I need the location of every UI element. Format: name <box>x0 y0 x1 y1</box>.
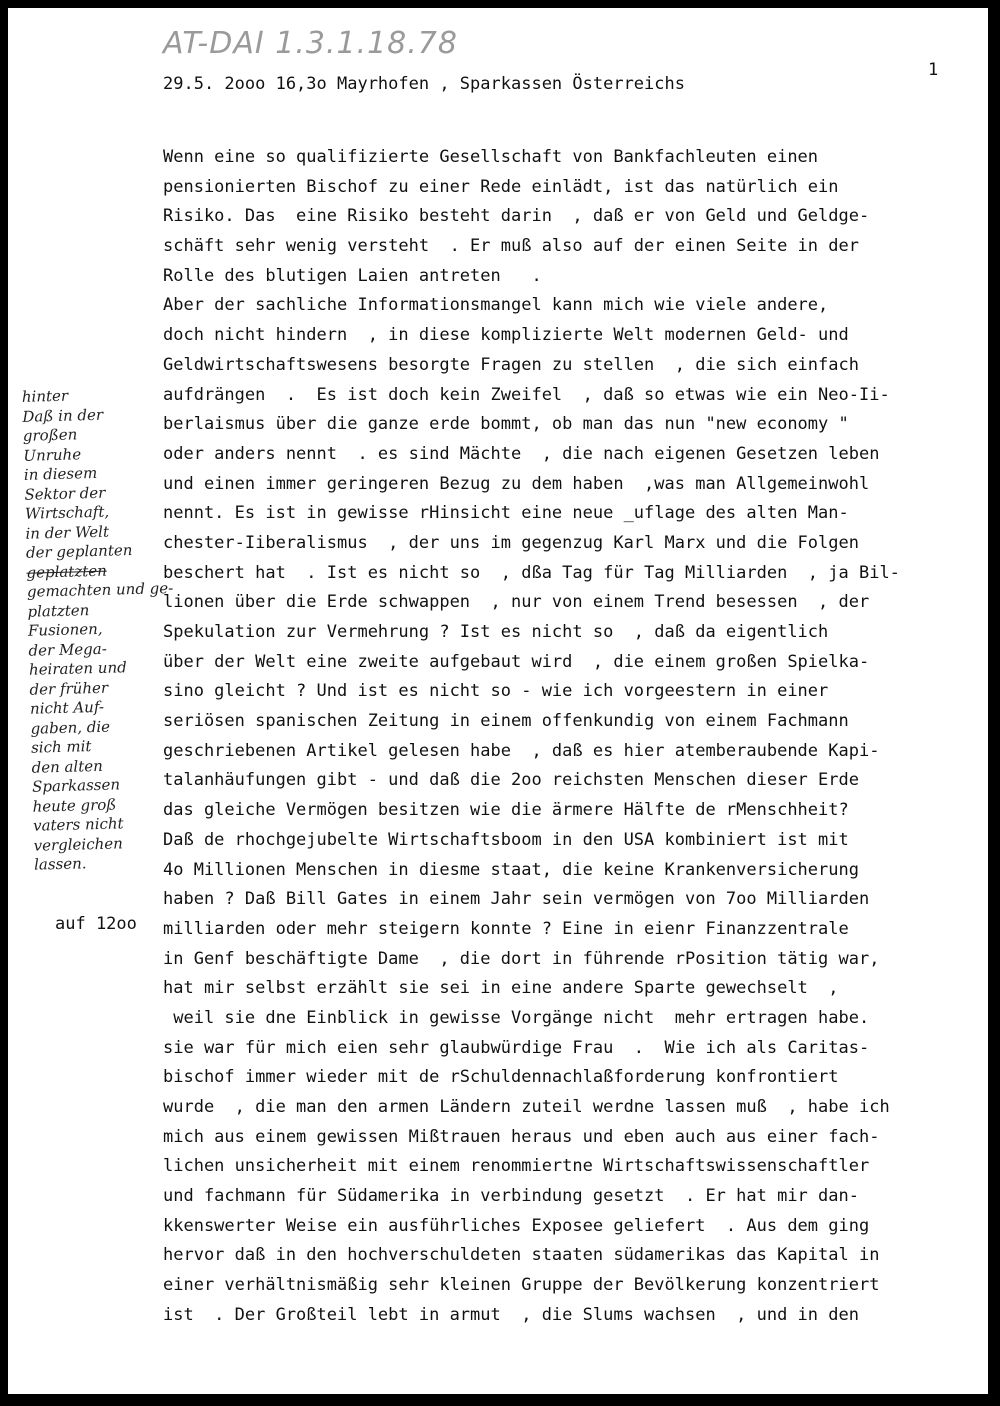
body-line: schäft sehr wenig versteht . Er muß also auf der einen Seite in der <box>163 236 859 257</box>
margin-note-line: Fusionen, <box>27 619 103 640</box>
body-line: Spekulation zur Vermehrung ? Ist es nicht so , daß da eigentlich <box>163 622 829 642</box>
body-line: und fachmann für Südamerika in verbindung gesetzt . Er hat mir dan- <box>163 1186 859 1207</box>
margin-note-line: Sektor der <box>24 483 106 504</box>
margin-note-line: der geplanten <box>25 541 133 562</box>
margin-note-line: platzten <box>27 600 90 621</box>
body-line: hat mir selbst erzählt sie sei in eine andere Sparte gewechselt , <box>163 978 839 999</box>
document-page <box>8 8 988 1394</box>
body-line: ist . Der Großteil lebt in armut , die Slums wachsen , und in den <box>163 1304 859 1325</box>
archive-stamp: AT-DAI 1.3.1.18.78 <box>163 26 458 61</box>
handwritten-margin-note <box>21 384 174 875</box>
body-line: Daß de rhochgejubelte Wirtschaftsboom in den USA kombiniert ist mit <box>163 829 849 850</box>
margin-note-line: Sparkassen <box>31 775 121 796</box>
margin-note-line: Wirtschaft, <box>24 502 110 523</box>
body-line: milliarden oder mehr steigern konnte ? Eine in eienr Finanzzentrale <box>163 918 849 939</box>
margin-note-line: geplatzten <box>26 561 108 582</box>
body-line: chester-Iiberalismus , der uns im gegenzug Karl Marx und die Folgen <box>163 532 859 553</box>
body-line: Aber der sachliche Informationsmangel kann mich wie viele andere, <box>163 295 829 316</box>
margin-note-line: der früher <box>29 678 109 699</box>
body-line: pensionierten Bischof zu einer Rede einlädt, ist das natürlich ein <box>163 176 839 197</box>
margin-note-line: gemachten und ge- <box>26 578 174 601</box>
body-line: kkenswerter Weise ein ausführliches Exposee geliefert . Aus dem ging <box>163 1215 870 1236</box>
margin-note-line: Unruhe <box>23 444 82 465</box>
body-line: doch nicht hindern , in diese komplizierte Welt modernen Geld- und <box>163 325 849 346</box>
margin-note-line: heiraten und <box>28 658 127 679</box>
margin-note-line: sich mit <box>30 737 92 757</box>
body-text <box>163 143 988 1331</box>
page-number: 1 <box>928 60 939 80</box>
margin-note-line: in diesem <box>23 463 98 484</box>
body-line: geschriebenen Artikel gelesen habe , daß es hier atemberaubende Kapi- <box>163 740 880 761</box>
body-line: das gleiche Vermögen besitzen wie die ärmere Hälfte de rMenschheit? <box>163 800 849 821</box>
body-line: Risiko. Das eine Risiko besteht darin , daß er von Geld und Geldge- <box>163 206 870 227</box>
body-line: mich aus einem gewissen Mißtrauen heraus und eben auch aus einer fach- <box>163 1126 880 1147</box>
body-line: hervor daß in den hochverschuldeten staaten südamerikas das Kapital in <box>163 1245 880 1266</box>
margin-note-line: der Mega- <box>28 639 108 660</box>
margin-note-line: vergleichen <box>33 833 124 855</box>
body-line: über der Welt eine zweite aufgebaut wird , die einem großen Spielka- <box>163 651 870 672</box>
margin-note-line: lassen. <box>33 854 87 874</box>
body-line: wurde , die man den armen Ländern zuteil werdne lassen muß , habe ich <box>163 1097 890 1117</box>
body-line: Geldwirtschaftswesens besorgte Fragen zu stellen , die sich einfach <box>163 354 859 375</box>
margin-note-line: gaben, die <box>30 717 111 738</box>
body-line: bischof immer wieder mit de rSchuldennachlaßforderung konfrontiert <box>163 1067 839 1088</box>
body-line: nennt. Es ist in gewisse rHinsicht eine neue _uflage des alten Man- <box>163 503 849 524</box>
body-line: lionen über die Erde schwappen , nur von einem Trend besessen , der <box>163 592 870 613</box>
body-line: Rolle des blutigen Laien antreten . <box>163 265 542 286</box>
body-line: beschert hat . Ist es nicht so , dßa Tag für Tag Milliarden , ja Bil- <box>163 562 900 583</box>
body-line: talanhäufungen gibt - und daß die 2oo reichsten Menschen dieser Erde <box>163 770 859 791</box>
margin-note-line: großen <box>22 425 78 445</box>
body-line: haben ? Daß Bill Gates in einem Jahr sein vermögen von 7oo Milliarden <box>163 889 870 910</box>
body-line: 4o Millionen Menschen in diesme staat, die keine Krankenversicherung <box>163 859 859 880</box>
margin-insert: auf 12oo <box>55 914 137 934</box>
body-line: weil sie dne Einblick in gewisse Vorgänge nicht mehr ertragen habe. <box>163 1007 870 1028</box>
body-line: berlaismus über die ganze erde bommt, ob man das nun "new economy " <box>163 414 849 435</box>
body-line: sie war für mich eien sehr glaubwürdige Frau . Wie ich als Caritas- <box>163 1037 870 1058</box>
body-line: Wenn eine so qualifizierte Gesellschaft von Bankfachleuten einen <box>163 147 819 167</box>
margin-note-line: in der Welt <box>25 522 110 543</box>
margin-note-line: Daß in der <box>22 405 104 426</box>
body-line: oder anders nennt . es sind Mächte , die nach eigenen Gesetzen leben <box>163 443 880 464</box>
body-line: in Genf beschäftigte Dame , die dort in führende rPosition tätig war, <box>163 948 880 969</box>
body-line: seriösen spanischen Zeitung in einem offenkundig von einem Fachmann <box>163 711 849 732</box>
margin-note-line: vaters nicht <box>32 814 124 835</box>
body-line: einer verhältnismäßig sehr kleinen Gruppe der Bevölkerung konzentriert <box>163 1275 880 1296</box>
body-line: sino gleicht ? Und ist es nicht so - wie ich vorgeestern in einer <box>163 681 829 702</box>
body-line: aufdrängen . Es ist doch kein Zweifel , daß so etwas wie ein Neo-Ii- <box>163 384 890 405</box>
margin-note-line: nicht Auf- <box>29 697 105 718</box>
body-line: lichen unsicherheit mit einem renommiertne Wirtschaftswissenschaftler <box>163 1156 870 1177</box>
margin-note-line: den alten <box>31 756 104 777</box>
margin-note-line: hinter <box>21 386 69 406</box>
document-header: 29.5. 2ooo 16,3o Mayrhofen , Sparkassen Österreichs <box>163 74 685 94</box>
body-line: und einen immer geringeren Bezug zu dem haben ,was man Allgemeinwohl <box>163 473 870 494</box>
margin-note-line: heute groß <box>32 795 117 816</box>
